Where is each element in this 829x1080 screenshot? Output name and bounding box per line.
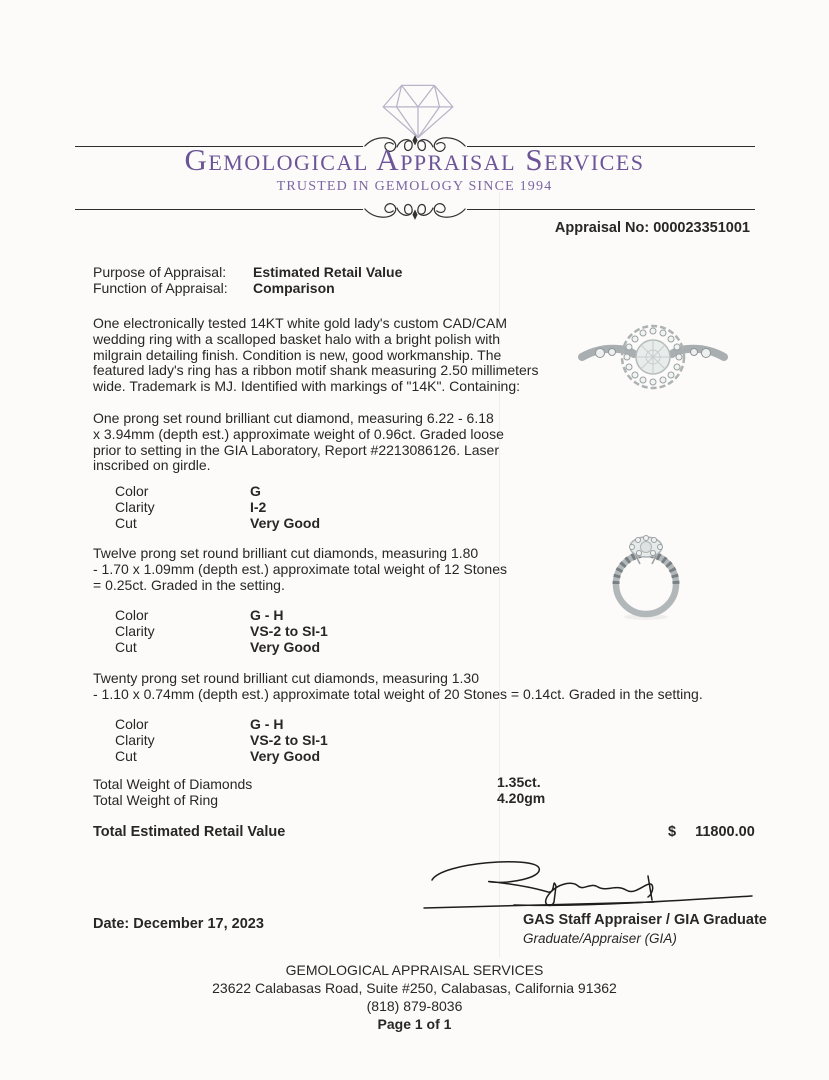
spec-row <box>115 608 328 624</box>
scan-artifact-line <box>499 192 500 957</box>
function-label: Function of Appraisal: <box>93 279 228 296</box>
stone-1-description: One prong set round brilliant cut diamond, measuring 6.22 - 6.18 x 3.94mm (depth est.) approximate weight of 0.96ct. Graded loose prior to setting in the GIA Laboratory, Report #2213086126. Laser inscribed on girdle. <box>93 410 504 474</box>
stone-1-specs <box>115 484 320 531</box>
purpose-row <box>93 265 402 281</box>
spec-value: VS-2 to SI-1 <box>250 622 328 639</box>
total-diamonds-label: Total Weight of Diamonds <box>93 776 253 792</box>
function-value: Comparison <box>253 279 335 296</box>
ring-top-view-photo <box>578 305 728 407</box>
total-diamonds-value: 1.35ct. <box>497 774 541 790</box>
appraisal-date <box>93 917 264 933</box>
retail-amount: 11800.00 <box>695 824 755 840</box>
org-title: Gemological Appraisal Services <box>184 142 645 177</box>
spec-row <box>115 624 328 640</box>
spec-label: Clarity <box>115 498 155 515</box>
retail-value-label: Total Estimated Retail Value <box>93 824 286 840</box>
spec-value: G - H <box>250 716 284 732</box>
org-tagline: TRUSTED IN GEMOLOGY SINCE 1994 <box>276 179 553 194</box>
spec-row <box>115 516 320 532</box>
spec-row <box>115 500 320 516</box>
function-row <box>93 281 402 297</box>
spec-label: Color <box>115 716 149 732</box>
appraisal-info <box>93 265 402 297</box>
spec-label: Cut <box>115 514 137 531</box>
retail-value <box>668 825 755 841</box>
appraisal-number <box>555 221 750 237</box>
stone-3-specs <box>115 717 328 764</box>
spec-value: Very Good <box>250 638 321 655</box>
currency-symbol: $ <box>668 824 677 840</box>
item-description: One electronically tested 14KT white gold lady's custom CAD/CAM wedding ring with a scalloped basket halo with a bright polish with milgrain detailing finish. Condition is new, good workmanship. The featured lady's ring has a ribbon motif shank measuring 2.50 millimeters wide. Trademark is MJ. Identified with markings of "14K". Containing: <box>93 315 539 395</box>
spec-value: G - H <box>250 607 284 623</box>
spec-label: Color <box>115 607 149 623</box>
footer-org-name: GEMOLOGICAL APPRAISAL SERVICES <box>285 962 544 978</box>
page-number: Page 1 of 1 <box>377 1016 452 1032</box>
date-label: Date: <box>93 916 130 932</box>
stone-2-specs <box>115 608 328 655</box>
spec-label: Cut <box>115 638 137 655</box>
spec-row <box>115 749 328 765</box>
spec-row <box>115 640 328 656</box>
footer <box>0 961 829 1033</box>
date-value: December 17, 2023 <box>133 916 264 932</box>
total-ring-value: 4.20gm <box>497 789 546 806</box>
spec-label: Clarity <box>115 731 155 748</box>
spec-label: Clarity <box>115 622 155 639</box>
divider-line <box>467 209 755 210</box>
appraiser-subtitle: Graduate/Appraiser (GIA) <box>523 931 677 946</box>
appraisal-number-value: 000023351001 <box>653 220 750 236</box>
spec-row <box>115 484 320 500</box>
totals-labels <box>93 777 252 809</box>
spec-label: Color <box>115 483 149 499</box>
spec-value: Very Good <box>250 514 321 531</box>
spec-label: Cut <box>115 747 137 764</box>
signature-image <box>422 856 757 912</box>
appraisal-number-label: Appraisal No: <box>554 220 650 236</box>
purpose-value: Estimated Retail Value <box>253 264 403 280</box>
flourish-icon <box>363 194 467 224</box>
total-ring-label: Total Weight of Ring <box>93 791 219 808</box>
spec-value: I-2 <box>250 498 267 515</box>
divider-line <box>75 209 363 210</box>
spec-value: Very Good <box>250 747 321 764</box>
footer-address: 23622 Calabasas Road, Suite #250, Calabasas, California 91362 <box>212 980 617 996</box>
spec-value: G <box>250 483 261 499</box>
spec-value: VS-2 to SI-1 <box>250 731 328 748</box>
stone-2-description: Twelve prong set round brilliant cut diamonds, measuring 1.80 - 1.70 x 1.09mm (depth est.) approximate total weight of 12 Stones = 0.25ct. Graded in the setting. <box>93 545 507 593</box>
totals-values <box>497 775 545 807</box>
appraiser-title: GAS Staff Appraiser / GIA Graduate <box>523 912 767 928</box>
spec-row <box>115 733 328 749</box>
ring-side-view-photo <box>590 526 702 624</box>
stone-3-description: Twenty prong set round brilliant cut diamonds, measuring 1.30 - 1.10 x 0.74mm (depth est.) approximate total weight of 20 Stones = 0.14ct. Graded in the setting. <box>93 670 703 702</box>
footer-phone: (818) 879-8036 <box>366 998 463 1014</box>
spec-row <box>115 717 328 733</box>
purpose-label: Purpose of Appraisal: <box>93 264 227 280</box>
